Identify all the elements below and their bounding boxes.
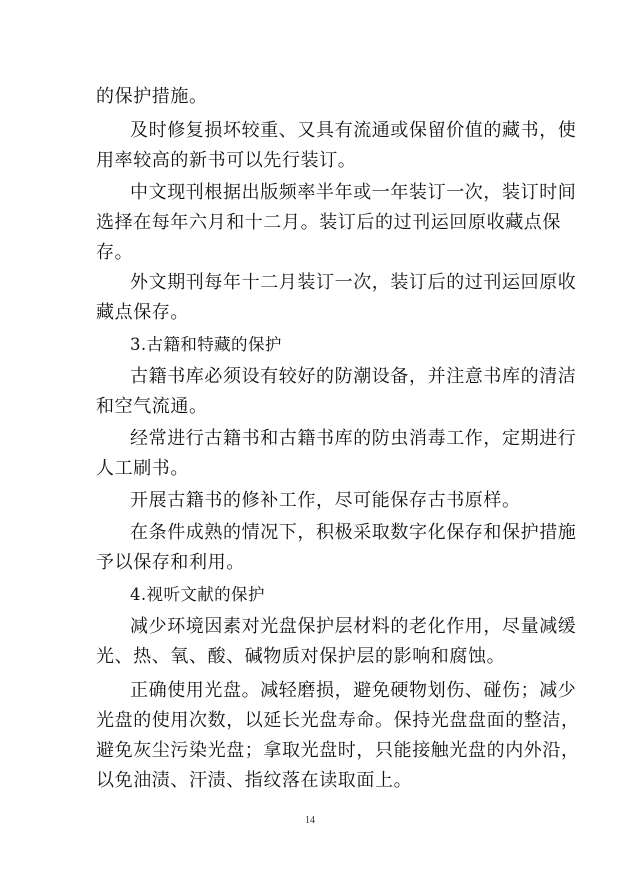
text-line: 正确使用光盘。减轻磨损，避免硬物划伤、碰伤；减少 bbox=[130, 680, 577, 701]
section-heading: 3.古籍和特藏的保护 bbox=[130, 335, 282, 354]
text-line: 人工刷书。 bbox=[96, 458, 189, 479]
text-line: 光、热、氧、酸、碱物质对保护层的影响和腐蚀。 bbox=[96, 646, 506, 667]
section-heading: 4.视听文献的保护 bbox=[130, 585, 265, 604]
text-line: 外文期刊每年十二月装订一次，装订后的过刊运回原收 bbox=[130, 272, 577, 293]
text-line: 经常进行古籍书和古籍书库的防虫消毒工作，定期进行 bbox=[130, 428, 577, 449]
text-line: 藏点保存。 bbox=[96, 302, 189, 323]
text-line: 选择在每年六月和十二月。装订后的过刊运回原收藏点保 bbox=[96, 212, 561, 233]
text-line: 开展古籍书的修补工作，尽可能保存古书原样。 bbox=[130, 490, 521, 511]
page-number: 14 bbox=[305, 815, 315, 826]
text-line: 在条件成熟的情况下，积极采取数字化保存和保护措施 bbox=[130, 522, 577, 543]
text-line: 以免油渍、汗渍、指纹落在读取面上。 bbox=[96, 770, 413, 791]
text-line: 存。 bbox=[96, 242, 134, 263]
text-line: 用率较高的新书可以先行装订。 bbox=[96, 150, 357, 171]
text-line: 避免灰尘污染光盘；拿取光盘时，只能接触光盘的内外沿， bbox=[96, 740, 580, 761]
text-line: 中文现刊根据出版频率半年或一年装订一次，装订时间 bbox=[130, 182, 577, 203]
text-line: 光盘的使用次数，以延长光盘寿命。保持光盘盘面的整洁， bbox=[96, 710, 580, 731]
text-line: 减少环境因素对光盘保护层材料的老化作用，尽量减缓 bbox=[130, 616, 577, 637]
text-line: 及时修复损坏较重、又具有流通或保留价值的藏书，使 bbox=[130, 120, 577, 141]
text-line: 和空气流通。 bbox=[96, 396, 208, 417]
text-line: 予以保存和利用。 bbox=[96, 552, 245, 573]
text-line: 古籍书库必须设有较好的防潮设备，并注意书库的清洁 bbox=[130, 366, 577, 387]
text-line: 的保护措施。 bbox=[96, 86, 208, 107]
